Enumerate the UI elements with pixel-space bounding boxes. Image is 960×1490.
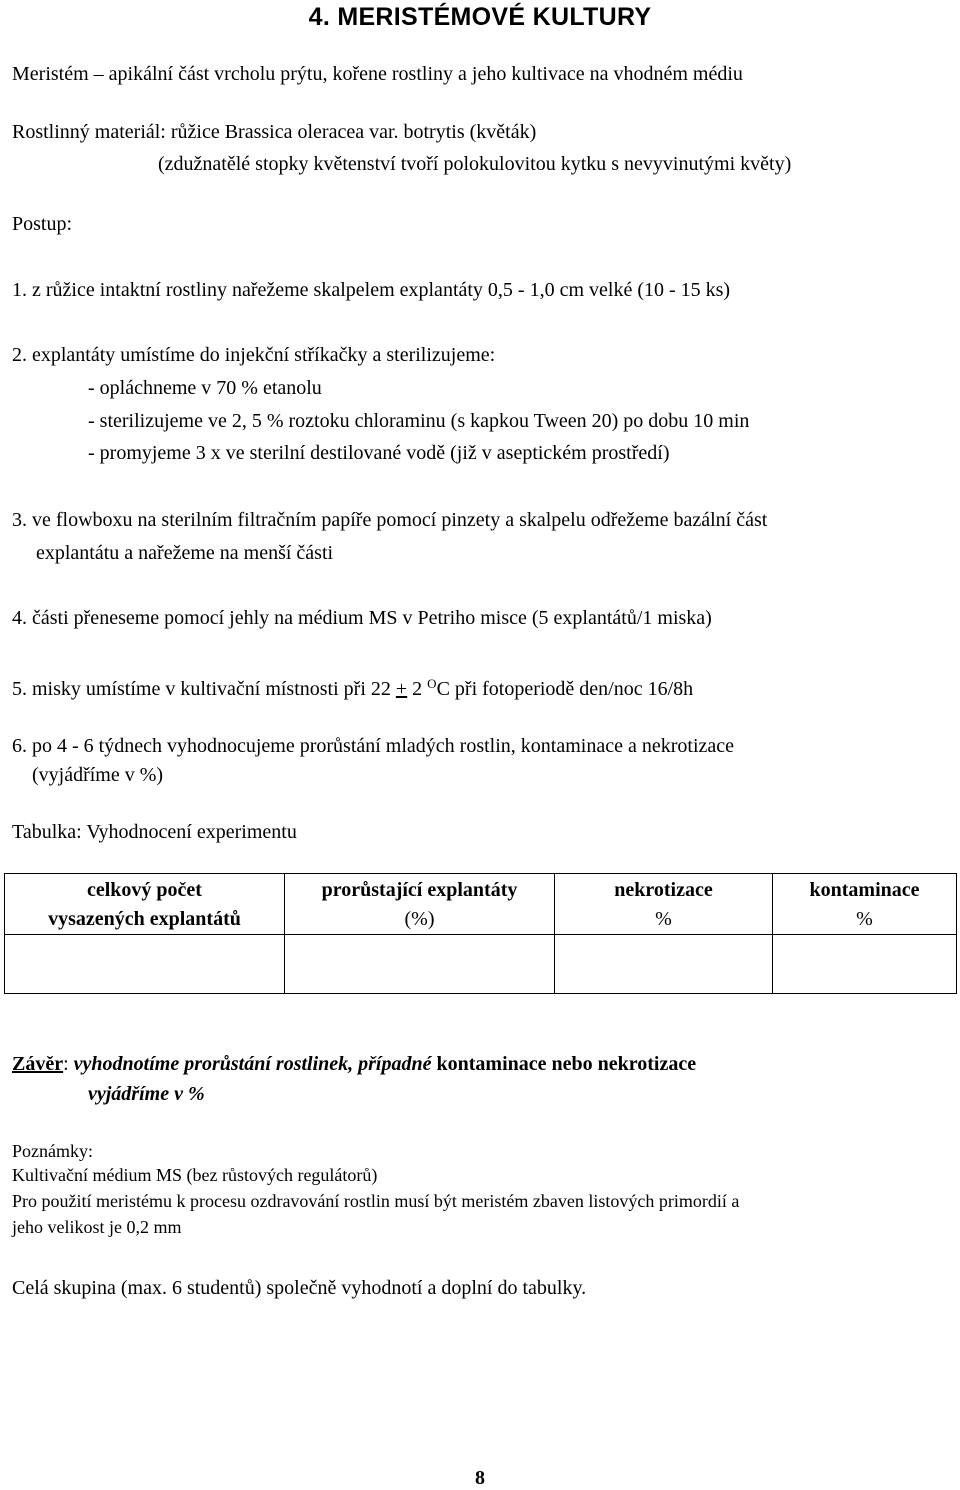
header-growing-explants-line1: prorůstající explantáty [321,879,518,901]
step-3-line2: explantátu a nařežeme na menší části [36,542,334,564]
step-2-rinse: - opláchneme v 70 % etanolu [88,377,322,399]
meristem-definition: Meristém – apikální část vrcholu prýtu, kořene rostliny a jeho kultivace na vhodném médiu [12,63,743,85]
header-necrosis-line1: nekrotizace [614,879,713,901]
step-6-line1: 6. po 4 - 6 týdnech vyhodnocujeme prorůstání mladých rostlin, kontaminace a nekrotizace [12,735,735,757]
header-total-explants [5,874,285,935]
step-5-post: C při fotoperiodě den/noc 16/8h [436,678,694,700]
step-5 [12,677,693,703]
header-necrosis-line2: % [655,908,672,930]
conclusion-line2: vyjádříme v % [88,1083,205,1105]
plant-material-line2: (zdužnatělé stopky květenství tvoří polokulovitou kytku s nevyvinutými květy) [158,153,792,175]
cell-contamination[interactable] [773,935,957,994]
header-contamination [773,874,957,935]
header-total-explants-line1: celkový počet [87,879,202,901]
group-note: Celá skupina (max. 6 studentů) společně vyhodnotí a doplní do tabulky. [12,1277,587,1299]
conclusion-part1: vyhodnotíme prorůstání rostlinek, případné [73,1053,432,1075]
step-5-pre: 5. misky umístíme v kultivační místnosti při 22 [12,678,396,700]
header-growing-explants-line2: (%) [404,908,435,930]
conclusion-line1 [12,1052,696,1076]
step-2-wash: - promyjeme 3 x ve sterilní destilované vodě (již v aseptickém prostředí) [88,442,670,464]
step-2-sterilize: - sterilizujeme ve 2, 5 % roztoku chloraminu (s kapkou Tween 20) po dobu 10 min [88,410,750,432]
step-5-mid: 2 [407,678,428,700]
cell-total-explants[interactable] [5,935,285,994]
procedure-heading: Postup: [12,213,73,235]
notes-line3: jeho velikost je 0,2 mm [12,1217,182,1237]
header-total-explants-line2: vysazených explantátů [48,908,241,930]
cell-necrosis[interactable] [555,935,773,994]
step-6-line2: (vyjádříme v %) [32,764,164,786]
table-header-row [5,874,957,935]
degree-sign: O [427,676,437,691]
conclusion-colon: : [63,1053,74,1075]
plant-material-line1: Rostlinný materiál: růžice Brassica oleracea var. botrytis (květák) [12,121,537,143]
cell-growing-explants[interactable] [285,935,555,994]
header-growing-explants [285,874,555,935]
table-row [5,935,957,994]
conclusion-label: Závěr [12,1053,64,1075]
step-2: 2. explantáty umístíme do injekční stříkačky a sterilizujeme: [12,344,496,366]
plus-minus-sign: + [395,678,408,700]
notes-line1: Kultivační médium MS (bez růstových regulátorů) [12,1165,378,1185]
notes-line2: Pro použití meristému k procesu ozdravování rostlin musí být meristém zbaven listových primordií a [12,1191,740,1211]
table-caption: Tabulka: Vyhodnocení experimentu [12,821,297,843]
step-4: 4. části přeneseme pomocí jehly na médium MS v Petriho misce (5 explantátů/1 miska) [12,607,712,629]
header-necrosis [555,874,773,935]
evaluation-table [4,873,957,994]
notes-heading: Poznámky: [12,1141,93,1161]
page-title: 4. MERISTÉMOVÉ KULTURY [308,3,652,31]
step-1: 1. z růžice intaktní rostliny nařežeme skalpelem explantáty 0,5 - 1,0 cm velké (10 - 15 ks) [12,279,731,301]
header-contamination-line2: % [856,908,873,930]
conclusion-part2: kontaminace nebo nekrotizace [431,1053,697,1075]
page-number: 8 [475,1467,485,1489]
header-contamination-line1: kontaminace [809,879,920,901]
step-3-line1: 3. ve flowboxu na sterilním filtračním papíře pomocí pinzety a skalpelu odřežeme bazální část [12,509,768,531]
